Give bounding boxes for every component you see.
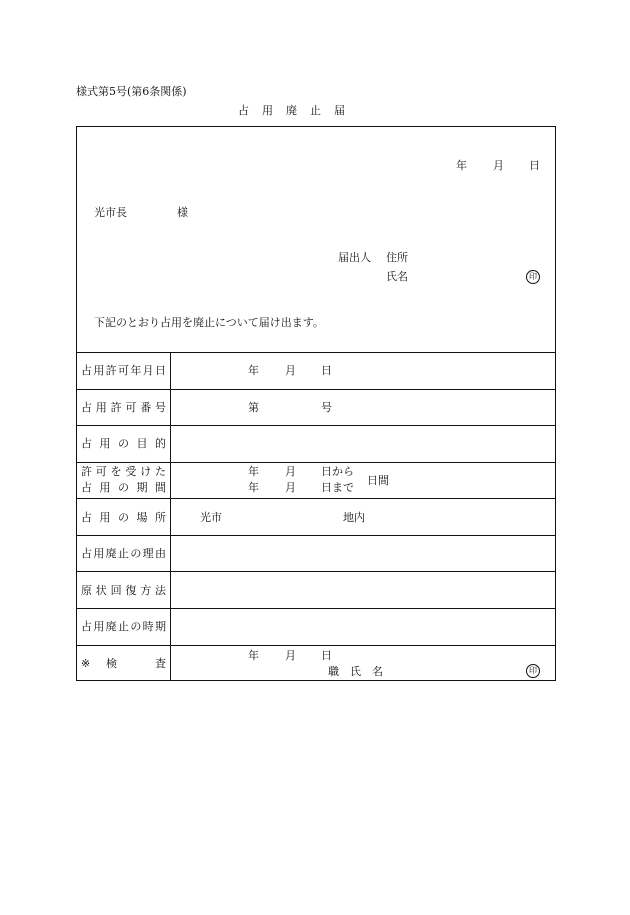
row-divider: [76, 389, 556, 390]
place-city: 光市: [200, 511, 222, 524]
reason-field[interactable]: [172, 537, 554, 570]
timing-field[interactable]: [172, 610, 554, 643]
inspection-month[interactable]: 月: [285, 649, 296, 662]
row-divider: [76, 462, 556, 463]
row-divider: [76, 608, 556, 609]
inspection-label-a: 検: [106, 657, 117, 670]
name-label: 氏名: [386, 270, 408, 283]
row-divider: [76, 535, 556, 536]
period-duration[interactable]: 日間: [367, 474, 389, 487]
honorific: 様: [177, 206, 188, 219]
header-date-day[interactable]: 日: [529, 159, 540, 172]
table-divider: [76, 352, 556, 353]
period-to-year[interactable]: 年: [248, 481, 259, 494]
timing-label: 占用廃止の時期: [81, 620, 166, 633]
place-suffix: 地内: [343, 511, 365, 524]
permit-date-month[interactable]: 月: [285, 364, 296, 377]
period-to-month[interactable]: 月: [285, 481, 296, 494]
purpose-label: 占用の目的: [81, 437, 166, 450]
permit-date-day[interactable]: 日: [321, 364, 332, 377]
place-label: 占用の場所: [81, 511, 166, 524]
permit-number-prefix[interactable]: 第: [248, 401, 259, 414]
address-label: 住所: [386, 251, 408, 264]
inspection-day[interactable]: 日: [321, 649, 332, 662]
official-name-label: 職 氏 名: [328, 665, 383, 678]
header-date-month[interactable]: 月: [493, 159, 504, 172]
applicant-label: 届出人: [338, 251, 371, 264]
form-title: 占 用 廃 止 届: [238, 104, 346, 117]
period-label-line2: 占用の期間: [81, 481, 166, 494]
inspection-year[interactable]: 年: [248, 649, 259, 662]
note-mark: ※: [81, 657, 91, 670]
inspection-label-b: 査: [155, 657, 166, 670]
period-from-day[interactable]: 日から: [321, 465, 354, 478]
row-divider: [76, 498, 556, 499]
reason-label: 占用廃止の理由: [81, 547, 166, 560]
restoration-field[interactable]: [172, 573, 554, 606]
permit-number-suffix[interactable]: 号: [321, 401, 332, 414]
header-date-year[interactable]: 年: [456, 159, 467, 172]
purpose-field[interactable]: [172, 427, 554, 460]
seal-icon: 印: [526, 270, 540, 284]
row-divider: [76, 571, 556, 572]
column-divider: [170, 352, 171, 681]
period-from-month[interactable]: 月: [285, 465, 296, 478]
seal-icon: 印: [526, 664, 540, 678]
row-divider: [76, 645, 556, 646]
permit-number-label: 占用許可番号: [81, 401, 166, 414]
row-divider: [76, 425, 556, 426]
restoration-label: 原状回復方法: [81, 584, 166, 597]
permit-date-year[interactable]: 年: [248, 364, 259, 377]
period-from-year[interactable]: 年: [248, 465, 259, 478]
form-number: 様式第5号(第6条関係): [76, 85, 187, 98]
permit-date-label: 占用許可年月日: [81, 364, 166, 377]
period-label-line1: 許可を受けた: [81, 465, 166, 478]
period-to-day[interactable]: 日まで: [321, 481, 354, 494]
addressee: 光市長: [94, 206, 127, 219]
statement: 下記のとおり占用を廃止について届け出ます。: [94, 316, 324, 329]
